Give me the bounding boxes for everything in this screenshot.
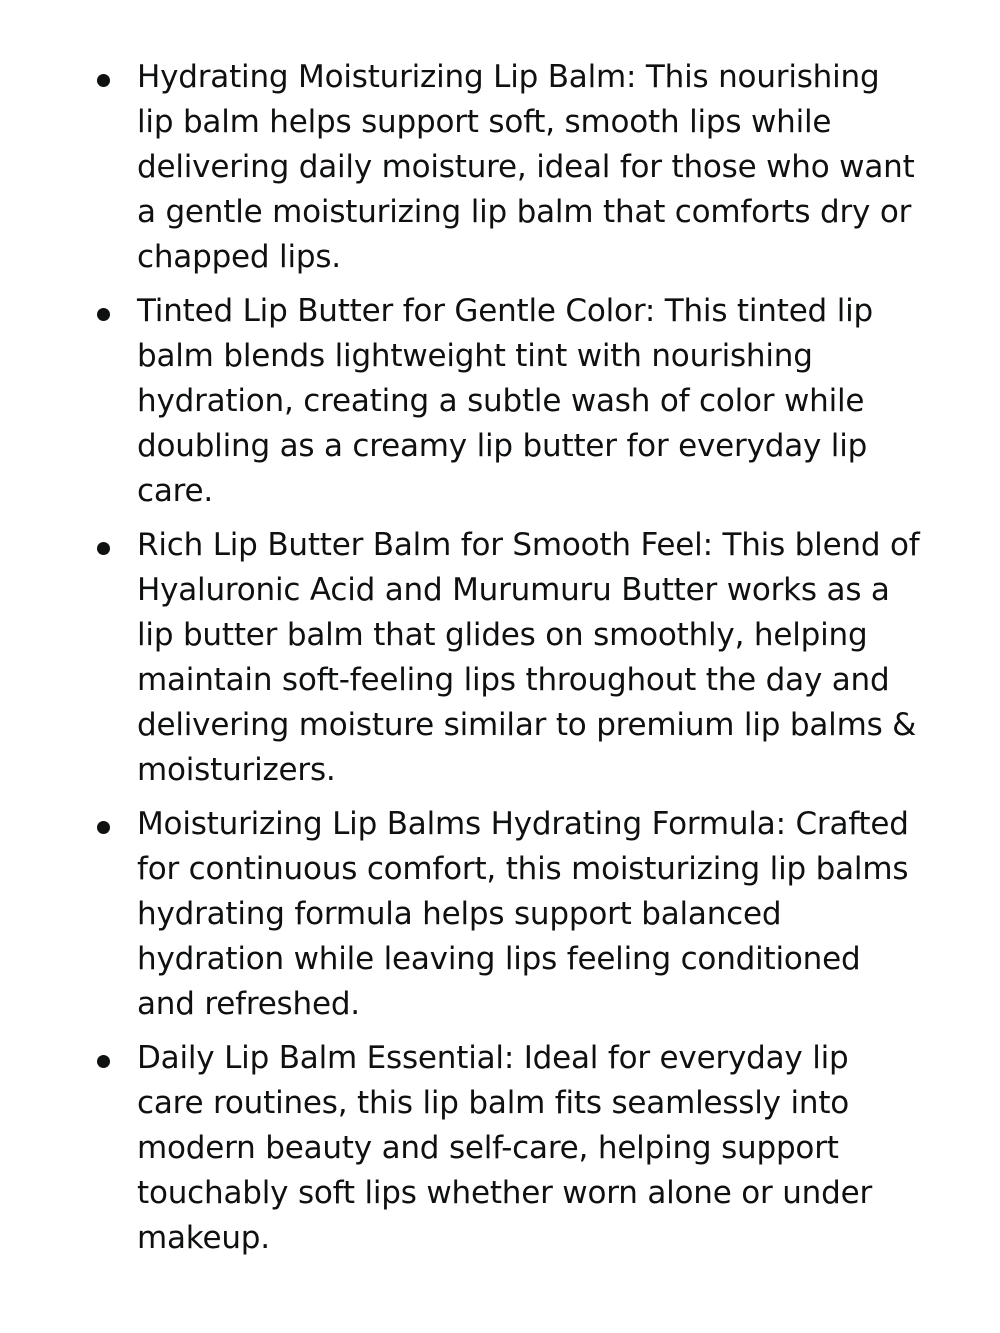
bullet-dot-icon — [97, 74, 110, 87]
feature-bullet-text: Tinted Lip Butter for Gentle Color: This tinted lip balm blends lightweight tint with nourishing hydration, creating a subtle wash of color while doubling as a creamy lip butter for everyday lip care. — [137, 293, 873, 509]
bullet-dot-icon — [97, 1055, 110, 1068]
feature-bullet-list — [0, 55, 1000, 1270]
bullet-dot-icon — [97, 821, 110, 834]
bullet-dot-icon — [97, 308, 110, 321]
feature-bullet-item — [0, 523, 1000, 793]
feature-bullet-item — [0, 55, 1000, 280]
feature-bullet-text: Rich Lip Butter Balm for Smooth Feel: This blend of Hyaluronic Acid and Murumuru Butter works as a lip butter balm that glides on smoothly, helping maintain soft-feeling lips throughout the day and delivering moisture similar to premium lip balms & moisturizers. — [137, 527, 920, 788]
feature-bullet-text: Hydrating Moisturizing Lip Balm: This nourishing lip balm helps support soft, smooth lips while delivering daily moisture, ideal for those who want a gentle moisturizing lip balm that comforts dry or chapped lips. — [137, 59, 915, 275]
feature-bullet-item — [0, 1036, 1000, 1261]
bullet-dot-icon — [97, 542, 110, 555]
feature-bullet-item — [0, 802, 1000, 1027]
feature-bullet-text: Moisturizing Lip Balms Hydrating Formula: Crafted for continuous comfort, this moisturizing lip balms hydrating formula helps support balanced hydration while leaving lips feeling conditioned and refreshed. — [137, 806, 909, 1022]
feature-bullet-item — [0, 289, 1000, 514]
feature-bullet-text: Daily Lip Balm Essential: Ideal for everyday lip care routines, this lip balm fits seamlessly into modern beauty and self-care, helping support touchably soft lips whether worn alone or under makeup. — [137, 1040, 873, 1256]
